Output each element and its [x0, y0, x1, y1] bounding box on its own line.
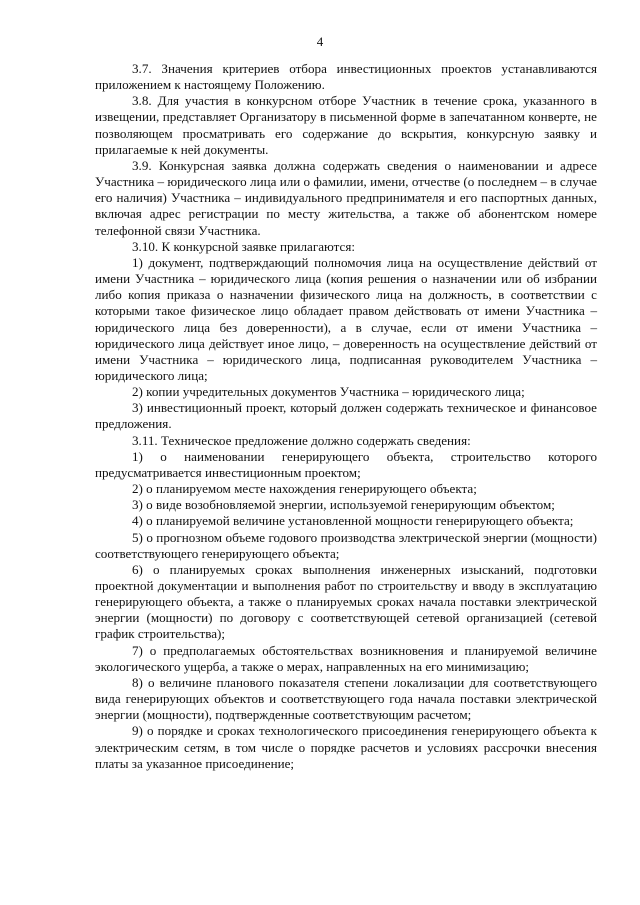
list-item-3-11-2: 2) о планируемом месте нахождения генерирующего объекта;: [132, 481, 477, 497]
paragraph-3-9: 3.9. Конкурсная заявка должна содержать сведения о наименовании и адресе Участника – юридического лица или о фамилии, имени, отчестве (о последнем – в случае его наличия) Участника – индивидуального предпринимателя и его паспортных данных, включая адрес регистрации по месту жительства, а также об абонентском номере телефонной связи Участника.: [95, 157, 597, 238]
list-item-3-11-1: 1) о наименовании генерирующего объекта, строительство которого предусматривается инвестиционным проектом;: [95, 448, 597, 480]
list-item-3-10-3: 3) инвестиционный проект, который должен содержать техническое и финансовое предложения.: [95, 400, 597, 432]
list-item-3-11-8: 8) о величине планового показателя степени локализации для соответствующего вида генерирующих объектов и соответствующего года начала поставки электрической энергии (мощности), подтвержденные соответствующим расчетом;: [95, 674, 597, 723]
list-item-3-11-4: 4) о планируемой величине установленной мощности генерирующего объекта;: [132, 513, 574, 529]
document-body: [95, 61, 597, 772]
list-item-3-11-5: 5) о прогнозном объеме годового производства электрической энергии (мощности) соответствующего генерирующего объекта;: [95, 529, 597, 561]
paragraph-3-8: 3.8. Для участия в конкурсном отборе Участник в течение срока, указанного в извещении, представляет Организатору в письменной форме в запечатанном конверте, не позволяющем просматривать его содержание до вскрытия, конкурсную заявку и прилагаемые к ней документы.: [95, 93, 597, 157]
page-number: 4: [316, 34, 324, 49]
paragraph-3-11: 3.11. Техническое предложение должно содержать сведения:: [132, 432, 471, 448]
list-item-3-10-2: 2) копии учредительных документов Участника – юридического лица;: [132, 384, 525, 400]
list-item-3-11-6: 6) о планируемых сроках выполнения инженерных изысканий, подготовки проектной документации и выполнения работ по строительству и вводу в эксплуатацию генерирующего объекта, а также о планируемых сроках начала поставки электрической энергии (мощности) по договору с соответствующей сетевой организацией (сетевой график строительства);: [95, 561, 597, 642]
list-item-3-11-3: 3) о виде возобновляемой энергии, используемой генерирующим объектом;: [132, 497, 555, 513]
paragraph-3-10: 3.10. К конкурсной заявке прилагаются:: [132, 238, 355, 254]
paragraph-3-7: 3.7. Значения критериев отбора инвестиционных проектов устанавливаются приложением к настоящему Положению.: [95, 61, 597, 93]
list-item-3-11-7: 7) о предполагаемых обстоятельствах возникновения и планируемой величине экологического ущерба, а также о мерах, направленных на его минимизацию;: [95, 642, 597, 674]
list-item-3-10-1: 1) документ, подтверждающий полномочия лица на осуществление действий от имени Участника – юридического лица (копия решения о назначении или об избрании либо копия приказа о назначении физического лица на должность, в соответствии с которыми такое физическое лицо обладает правом действовать от имени Участника – юридического лица без доверенности), а в случае, если от имени Участника – юридического лица действует иное лицо, – доверенность на осуществление действий от имени Участника – юридического лица, подписанная руководителем Участника – юридического лица;: [95, 254, 597, 383]
list-item-3-11-9: 9) о порядке и сроках технологического присоединения генерирующего объекта к электрическим сетям, в том числе о порядке расчетов и условиях рассрочки внесения платы за указанное присоединение;: [95, 723, 597, 771]
